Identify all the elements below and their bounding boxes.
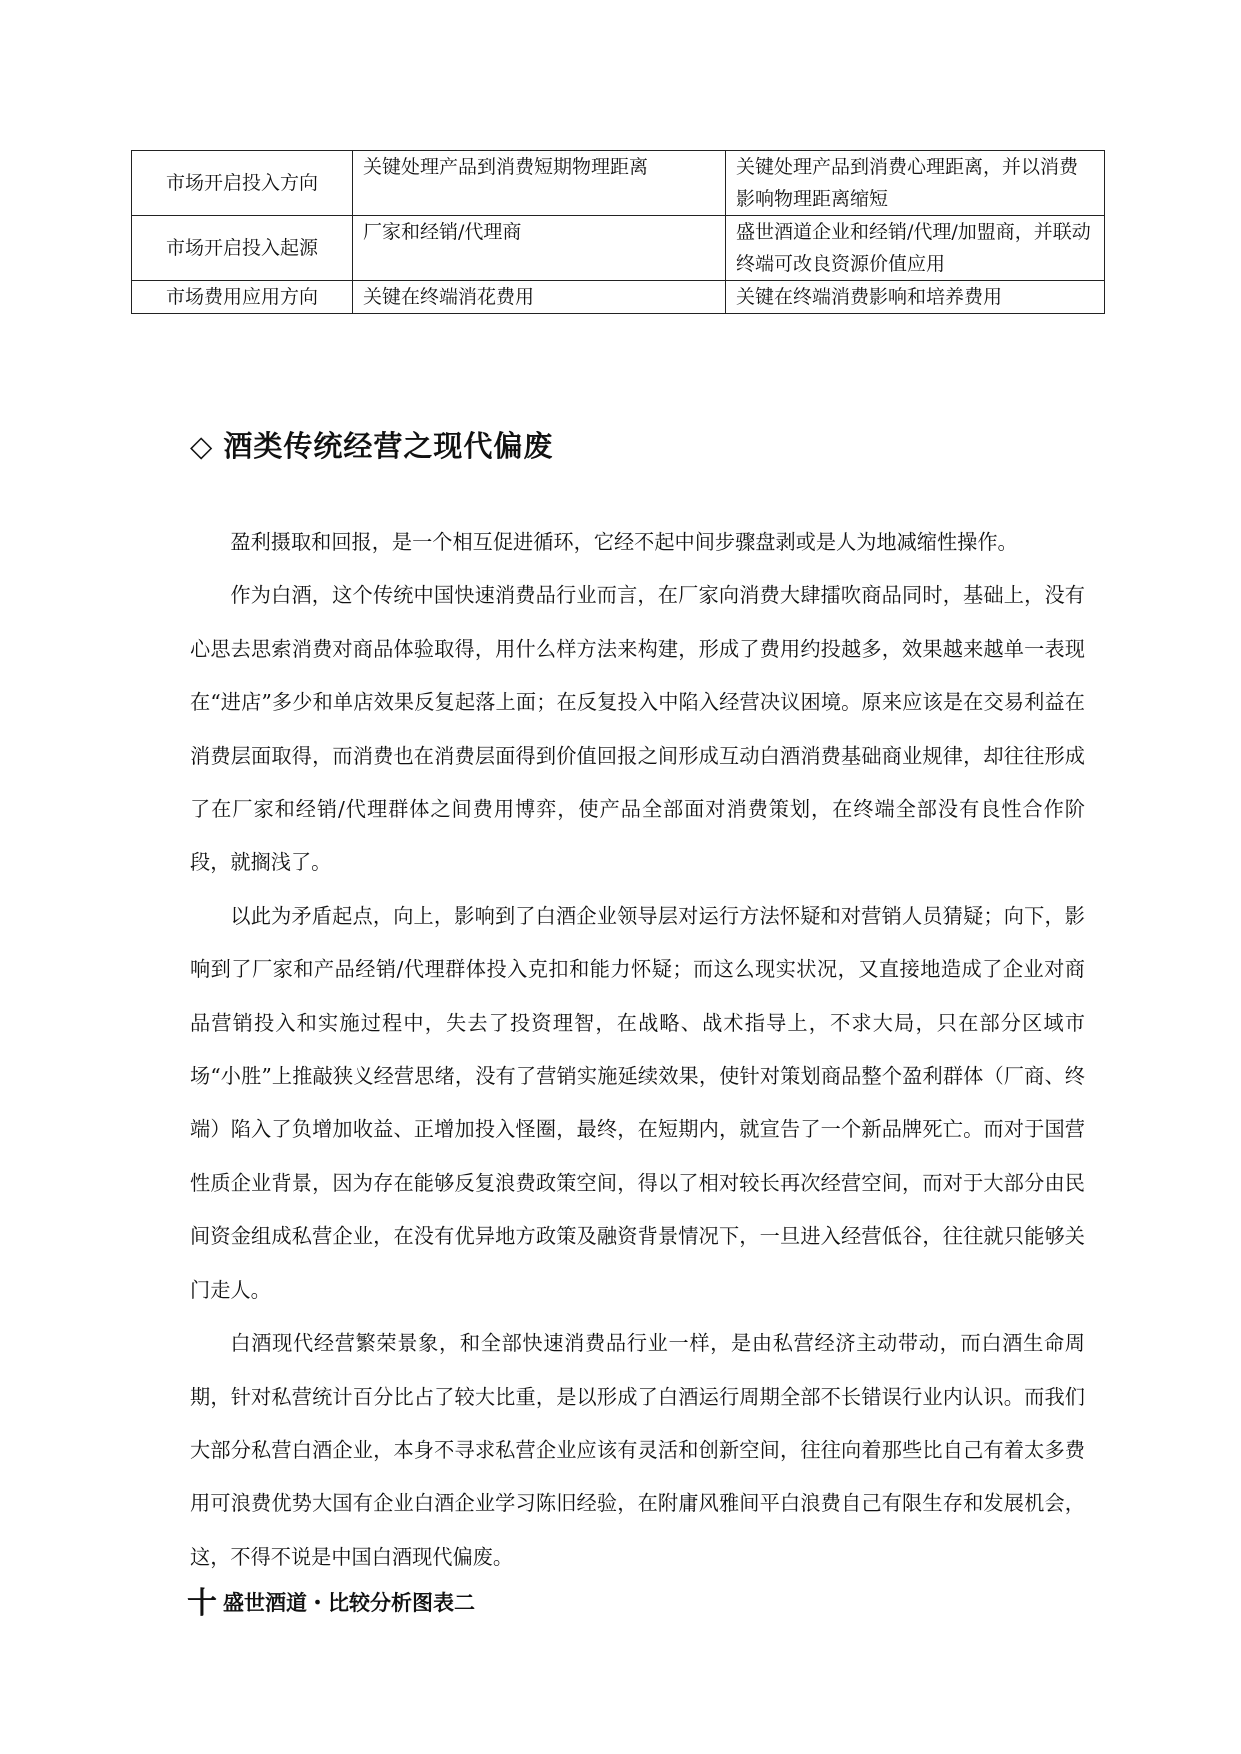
figure-caption-text: 盛世酒道・比较分析图表二 <box>223 1591 475 1615</box>
table-row <box>132 281 1105 314</box>
paragraph: 作为白酒，这个传统中国快速消费品行业而言，在厂家向消费大肆擂吹商品同时，基础上，没有心思去思索消费对商品体验取得，用什么样方法来构建，形成了费用约投越多，效果越来越单一表现在“进店”多少和单店效果反复起落上面；在反复投入中陷入经营决议困境。原来应该是在交易利益在消费层面取得，而消费也在消费层面得到价值回报之间形成互动白酒消费基础商业规律，却往往形成了在厂家和经销/代理群体之间费用博弈，使产品全部面对消费策划，在终端全部没有良性合作阶段，就搁浅了。 <box>190 583 1085 875</box>
table-row <box>132 151 1105 216</box>
paragraph: 白酒现代经营繁荣景象，和全部快速消费品行业一样，是由私营经济主动带动，而白酒生命周期，针对私营统计百分比占了较大比重，是以形成了白酒运行周期全部不长错误行业内认识。而我们大部分私营白酒企业，本身不寻求私营企业应该有灵活和创新空间，往往向着那些比自己有着太多费用可浪费优势大国有企业白酒企业学习陈旧经验，在附庸风雅间平白浪费自己有限生存和发展机会，这，不得不说是中国白酒现代偏废。 <box>190 1331 1085 1569</box>
table-cell: 厂家和经销/代理商 <box>353 216 726 281</box>
table-cell: 盛世酒道企业和经销/代理/加盟商，并联动终端可改良资源价值应用 <box>726 216 1105 281</box>
table-cell: 关键处理产品到消费心理距离，并以消费影响物理距离缩短 <box>726 151 1105 216</box>
table-row <box>132 216 1105 281</box>
body-text <box>190 516 1085 1584</box>
table-cell: 关键在终端消费影响和培养费用 <box>726 281 1105 314</box>
paragraph: 盈利摄取和回报，是一个相互促进循环，它经不起中间步骤盘剥或是人为地减缩性操作。 <box>230 530 1018 554</box>
figure-caption <box>187 1578 475 1622</box>
cross-icon: 十 <box>187 1586 217 1621</box>
table-row-label: 市场开启投入方向 <box>132 151 353 216</box>
section-title-text: 酒类传统经营之现代偏废 <box>223 429 554 463</box>
table-cell: 关键在终端消花费用 <box>353 281 726 314</box>
comparison-table <box>131 150 1105 314</box>
section-heading <box>190 424 553 465</box>
paragraph: 以此为矛盾起点，向上，影响到了白酒企业领导层对运行方法怀疑和对营销人员猜疑；向下，影响到了厂家和产品经销/代理群体投入克扣和能力怀疑；而这么现实状况，又直接地造成了企业对商品营销投入和实施过程中，失去了投资理智，在战略、战术指导上，不求大局，只在部分区域市场“小胜”上推敲狭义经营思绪，没有了营销实施延续效果，使针对策划商品整个盈利群体（厂商、终端）陷入了负增加收益、正增加投入怪圈，最终，在短期内，就宣告了一个新品牌死亡。而对于国营性质企业背景，因为存在能够反复浪费政策空间，得以了相对较长再次经营空间，而对于大部分由民间资金组成私营企业，在没有优异地方政策及融资背景情况下，一旦进入经营低谷，往往就只能够关门走人。 <box>190 903 1085 1302</box>
table-row-label: 市场开启投入起源 <box>132 216 353 281</box>
table-cell: 关键处理产品到消费短期物理距离 <box>353 151 726 216</box>
diamond-icon: ◇ <box>190 429 214 463</box>
table-row-label: 市场费用应用方向 <box>132 281 353 314</box>
